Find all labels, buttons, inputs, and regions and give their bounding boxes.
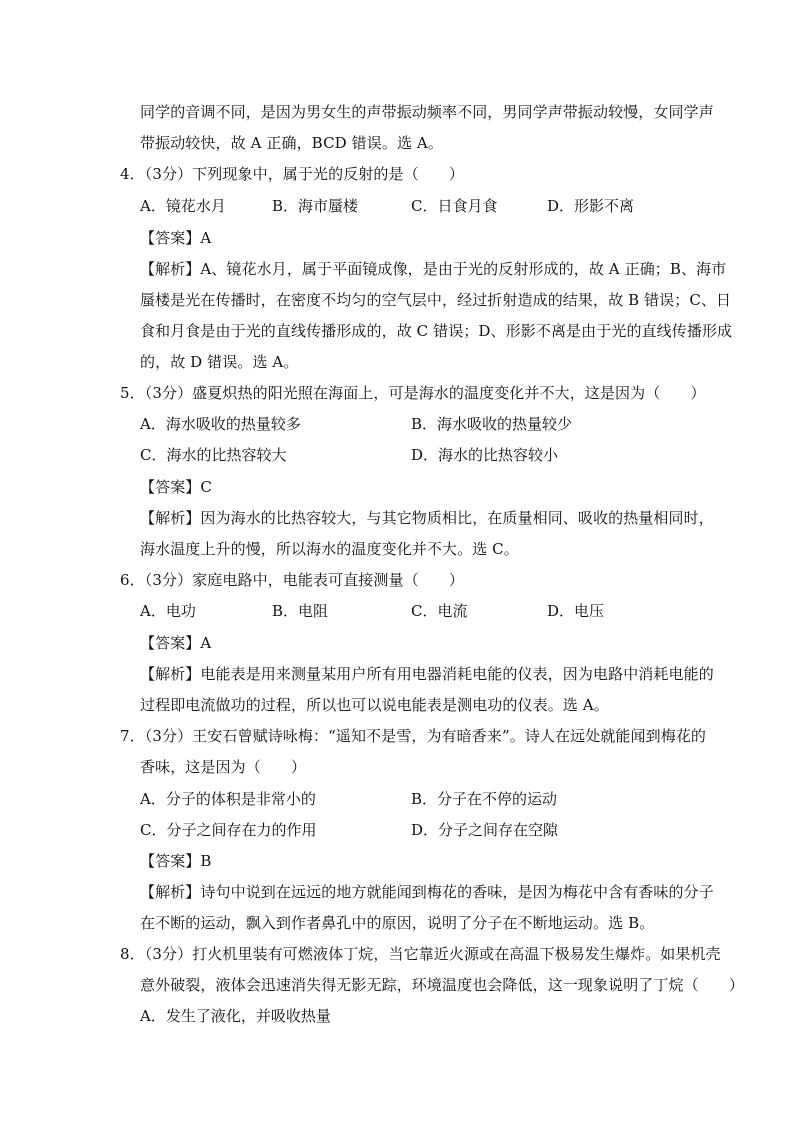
question-6-analysis-line: 过程即电流做功的过程，所以也可以说电能表是测电功的仪表。选 A。: [140, 696, 609, 714]
question-4-option-d: D．形影不离: [547, 197, 635, 215]
question-7-stem-line: 香味，这是因为（ ）: [140, 758, 307, 776]
question-5-option-b: B．海水吸收的热量较少: [411, 415, 573, 433]
question-5-option-c: C．海水的比热容较大: [140, 446, 287, 464]
question-7-option-d: D．分子之间存在空隙: [411, 821, 559, 839]
question-7-analysis-line: 【解析】诗句中说到在远远的地方就能闻到梅花的香味，是因为梅花中含有香味的分子: [140, 883, 714, 901]
question-7-option-b: B．分子在不停的运动: [411, 790, 558, 808]
question-4-option-c: C．日食月食: [411, 197, 498, 215]
question-7-analysis-line: 在不断的运动，飘入到作者鼻孔中的原因，说明了分子在不断地运动。选 B。: [140, 914, 655, 932]
question-4-option-b: B．海市蜃楼: [272, 197, 359, 215]
question-8-stem-line: 意外破裂，液体会迅速消失得无影无踪，环境温度也会降低，这一现象说明了丁烷（ ）: [140, 976, 745, 994]
question-4-analysis-line: 食和月食是由于光的直线传播形成的，故 C 错误；D、形影不离是由于光的直线传播形成: [140, 322, 733, 340]
question-5-option-a: A．海水吸收的热量较多: [140, 415, 301, 433]
question-6-option-c: C．电流: [411, 602, 468, 620]
question-4-analysis-line: 【解析】A、镜花水月，属于平面镜成像，是由于光的反射形成的，故 A 正确；B、海市: [140, 260, 727, 278]
question-4-option-a: A．镜花水月: [140, 197, 226, 215]
question-5-analysis-line: 【解析】因为海水的比热容较大，与其它物质相比，在质量相同、吸收的热量相同时，: [140, 509, 714, 527]
question-4-analysis-line: 的，故 D 错误。选 A。: [140, 353, 299, 371]
question-4-analysis-line: 蜃楼是光在传播时，在密度不均匀的空气层中，经过折射造成的结果，故 B 错误；C、日: [140, 291, 732, 309]
question-7-option-a: A．分子的体积是非常小的: [140, 790, 316, 808]
question-6-answer: 【答案】A: [140, 634, 212, 652]
question-8-stem-line: 8．（3分）打火机里装有可燃液体丁烷，当它靠近火源或在高温下极易发生爆炸。如果机壳: [120, 945, 721, 963]
question-7-answer: 【答案】B: [140, 852, 212, 870]
question-5-answer: 【答案】C: [140, 478, 212, 496]
question-8-option-a: A．发生了液化，并吸收热量: [140, 1007, 331, 1025]
question-6-option-b: B．电阻: [272, 602, 329, 620]
question-7-stem-line: 7．（3分）王安石曾赋诗咏梅：“遥知不是雪，为有暗香来”。诗人在远处就能闻到梅花的: [120, 727, 707, 745]
question-7-option-c: C．分子之间存在力的作用: [140, 821, 317, 839]
question-6-analysis-line: 【解析】电能表是用来测量某用户所有用电器消耗电能的仪表，因为电路中消耗电能的: [140, 665, 714, 683]
question-5-analysis-line: 海水温度上升的慢，所以海水的温度变化并不大。选 C。: [140, 540, 519, 558]
intro-line-2: 带振动较快，故 A 正确，BCD 错误。选 A。: [140, 134, 443, 152]
question-4-answer: 【答案】A: [140, 229, 212, 247]
question-4-stem: 4．（3分）下列现象中，属于光的反射的是（ ）: [120, 165, 464, 183]
question-6-stem: 6．（3分）家庭电路中，电能表可直接测量（ ）: [120, 571, 464, 589]
question-5-stem: 5．（3分）盛夏炽热的阳光照在海面上，可是海水的温度变化并不大，这是因为（ ）: [120, 384, 706, 402]
intro-line-1: 同学的音调不同，是因为男女生的声带振动频率不同，男同学声带振动较慢，女同学声: [140, 103, 714, 121]
question-5-option-d: D．海水的比热容较小: [411, 446, 559, 464]
question-6-option-d: D．电压: [547, 602, 605, 620]
question-6-option-a: A．电功: [140, 602, 196, 620]
